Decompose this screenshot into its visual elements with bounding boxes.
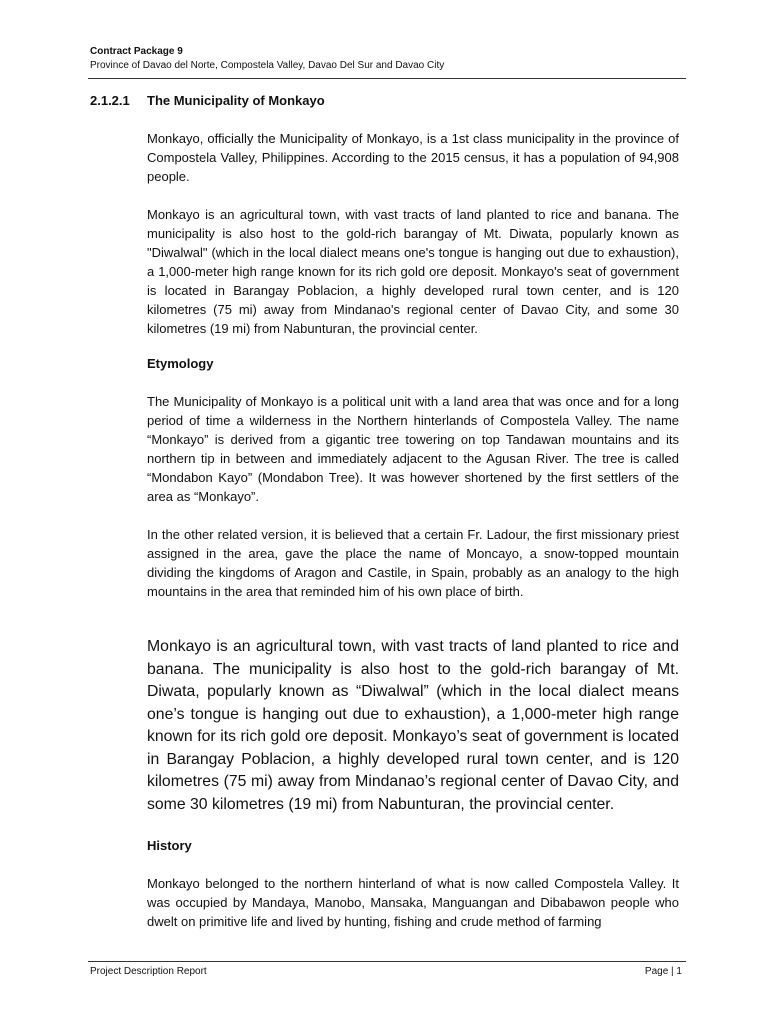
header-contract-package: Contract Package 9 (90, 46, 183, 57)
footer-divider (88, 961, 686, 962)
paragraph-agricultural: Monkayo is an agricultural town, with vast tracts of land planted to rice and banana. The municipality is also host to the gold-rich barangay of Mt. Diwata, popularly known as "Diwalwal" (which in the local dialect means one's tongue is hanging out due to exhaustion), a 1,000-meter high range known for its rich gold ore deposit. Monkayo's seat of government is located in Barangay Poblacion, a highly developed rural town center, and is 120 kilometres (75 mi) away from Mindanao's regional center of Davao City, and some 30 kilometres (19 mi) from Nabunturan, the provincial center. (147, 207, 679, 336)
header-divider (88, 78, 686, 79)
page-header (90, 45, 686, 73)
paragraph-intro: Monkayo, officially the Municipality of Monkayo, is a 1st class municipality in the province of Compostela Valley, Philippines. According to the 2015 census, it has a population of 94,908 people. (147, 131, 679, 184)
paragraph-other-version: In the other related version, it is believed that a certain Fr. Ladour, the first missionary priest assigned in the area, gave the place the name of Moncayo, a snow-topped mountain dividing the kingdoms of Aragon and Castile, in Spain, probably as an analogy to the high mountains in the area that reminded him of his own place of birth. (147, 527, 679, 599)
header-province-line: Province of Davao del Norte, Compostela Valley, Davao Del Sur and Davao City (90, 60, 445, 71)
section-heading (90, 93, 325, 108)
history-heading: History (147, 838, 192, 853)
paragraph-etymology: The Municipality of Monkayo is a political unit with a land area that was once and for a long period of time a wilderness in the Northern hinterlands of Compostela Valley. The name “Monkayo” is derived from a gigantic tree towering on top Tandawan mountains and its northern tip in between and immediately adjacent to the Agusan River. The tree is called “Mondabon Kayo” (Mondabon Tree). It was however shortened by the first settlers of the area as “Monkayo”. (147, 394, 679, 504)
footer-page-number: Page | 1 (644, 966, 682, 977)
paragraph-agricultural-repeat: Monkayo is an agricultural town, with vast tracts of land planted to rice and banana. The municipality is also host to the gold-rich barangay of Mt. Diwata, popularly known as “Diwalwal” (which in the local dialect means one’s tongue is hanging out due to exhaustion), a 1,000-meter high range known for its rich gold ore deposit. Monkayo’s seat of government is located in Barangay Poblacion, a highly developed rural town center, and is 120 kilometres (75 mi) away from Mindanao’s regional center of Davao City, and some 30 kilometres (19 mi) from Nabunturan, the provincial center. (147, 638, 679, 813)
etymology-heading: Etymology (147, 356, 214, 371)
section-title: The Municipality of Monkayo (147, 93, 325, 108)
section-number: 2.1.2.1 (90, 93, 130, 108)
footer-report-title: Project Description Report (90, 966, 207, 977)
paragraph-history: Monkayo belonged to the northern hinterland of what is now called Compostela Valley. It was occupied by Mandaya, Manobo, Mansaka, Manguangan and Dibabawon people who dwelt on primitive life and lived by hunting, fishing and crude method of farming (147, 876, 679, 929)
